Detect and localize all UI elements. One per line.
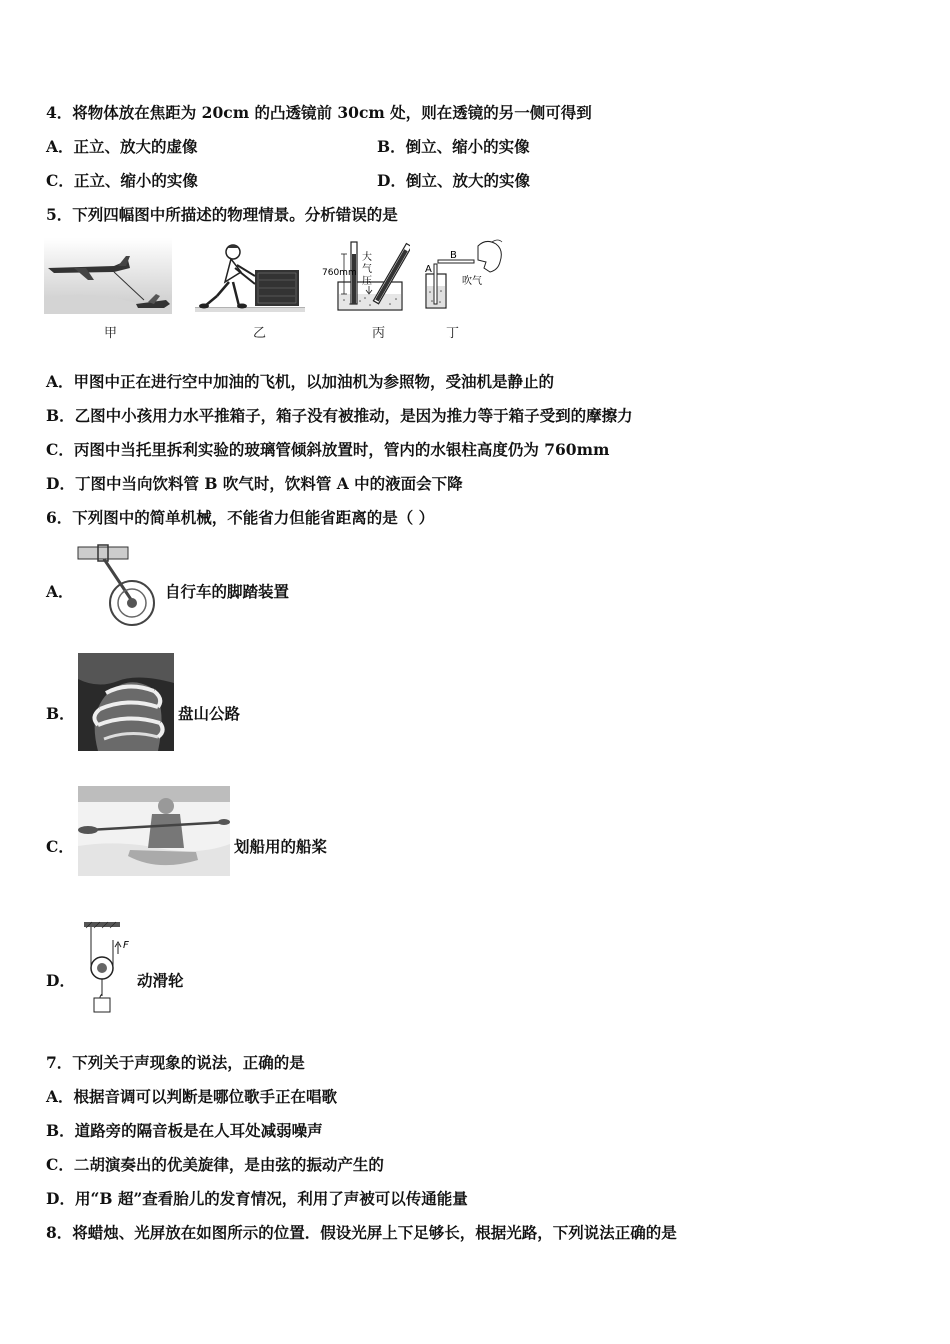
mountain-road-figure (78, 653, 174, 751)
canoe-paddle-figure (78, 786, 230, 876)
q4-option-d: D．倒立、放大的实像 (377, 171, 530, 190)
atm-label-2: 气 (362, 264, 372, 275)
q6-option-d-caption: 动滑轮 (137, 971, 184, 990)
q6-option-a-label: A． (46, 582, 74, 601)
q7-option-a: A．根据音调可以判断是哪位歌手正在唱歌 (46, 1087, 338, 1106)
q5-option-b: B．乙图中小孩用力水平推箱子，箱子没有被推动，是因为推力等于箱子受到的摩擦力 (46, 406, 633, 425)
refueling-planes-figure (44, 238, 172, 314)
q6-option-c-label: C． (46, 837, 74, 856)
q4-option-b: B．倒立、缩小的实像 (377, 137, 530, 156)
q7-option-c: C．二胡演奏出的优美旋律，是由弦的振动产生的 (46, 1155, 384, 1174)
q5-option-c: C．丙图中当托里拆利实验的玻璃管倾斜放置时，管内的水银柱高度仍为 760mm (46, 440, 610, 459)
blow-label: 吹气 (462, 276, 482, 287)
q5-option-d: D．丁图中当向饮料管 B 吹气时，饮料管 A 中的液面会下降 (46, 474, 463, 493)
q5-stem: 5．下列四幅图中所描述的物理情景。分析错误的是 (46, 205, 398, 224)
caption-bing: 丙 (372, 326, 386, 341)
q6-option-a-caption: 自行车的脚踏装置 (165, 582, 290, 601)
q5-option-a: A．甲图中正在进行空中加油的飞机，以加油机为参照物，受油机是静止的 (46, 372, 555, 391)
q7-stem: 7．下列关于声现象的说法，正确的是 (46, 1053, 305, 1072)
bicycle-pedal-figure (76, 543, 162, 627)
blowing-straw-figure (420, 238, 510, 314)
tube-b-label: B (450, 250, 457, 261)
torricelli-experiment-figure (320, 238, 410, 314)
caption-yi: 乙 (253, 326, 267, 341)
q6-option-c-caption: 划船用的船桨 (234, 837, 328, 856)
q4-option-a: A．正立、放大的虚像 (46, 137, 198, 156)
caption-jia: 甲 (104, 326, 118, 341)
atm-label-3: 压 (362, 276, 372, 287)
height-label: 760mm (322, 268, 357, 278)
movable-pulley-figure (80, 920, 136, 1016)
caption-ding: 丁 (446, 326, 460, 341)
boy-pushing-box-figure (195, 238, 305, 314)
q6-option-d-label: D． (46, 971, 75, 990)
q6-option-b-label: B． (46, 704, 75, 723)
atm-label-1: 大 (362, 252, 372, 263)
q7-option-b: B．道路旁的隔音板是在人耳处减弱噪声 (46, 1121, 323, 1140)
q8-stem: 8．将蜡烛、光屏放在如图所示的位置．假设光屏上下足够长，根据光路，下列说法正确的是 (46, 1223, 677, 1242)
q6-option-b-caption: 盘山公路 (178, 704, 241, 723)
tube-a-label: A (425, 264, 432, 275)
q7-option-d: D．用“B 超”查看胎儿的发育情况，利用了声被可以传通能量 (46, 1189, 468, 1208)
q4-stem: 4．将物体放在焦距为 20cm 的凸透镜前 30cm 处，则在透镜的另一侧可得到 (46, 103, 592, 122)
q4-option-c: C．正立、缩小的实像 (46, 171, 198, 190)
q6-stem: 6．下列图中的简单机械，不能省力但能省距离的是（ ） (46, 508, 435, 527)
force-label: F (123, 940, 129, 951)
